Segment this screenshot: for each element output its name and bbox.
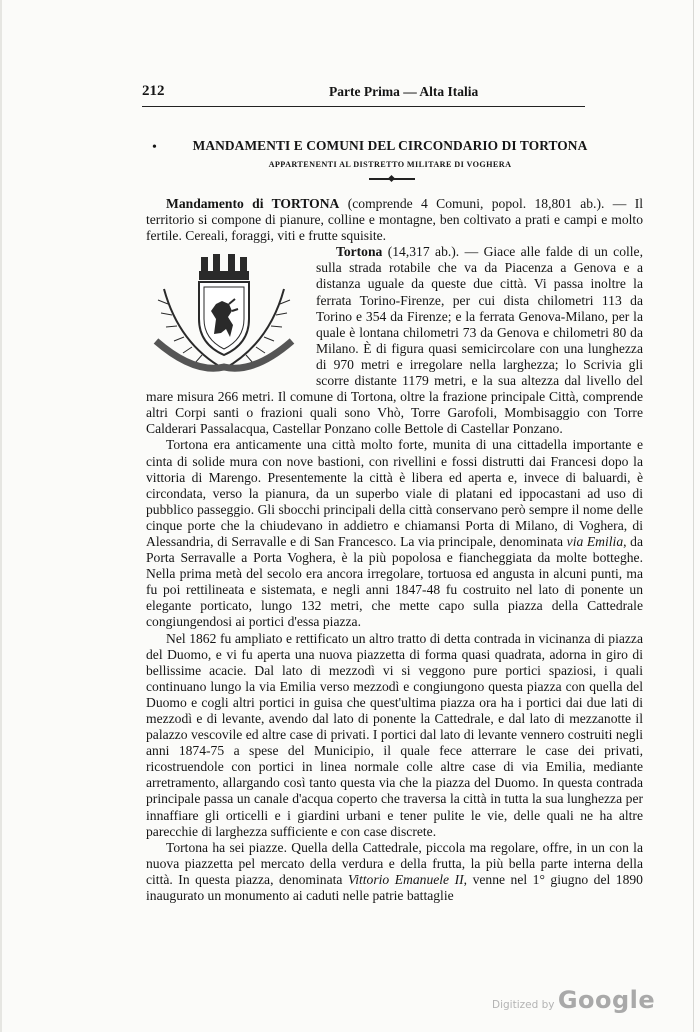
scan-edge-left (0, 0, 2, 1032)
paragraph-piazze (146, 840, 643, 904)
tortona-heading: Tortona (336, 244, 383, 260)
tortona-text: (14,317 ab.). — Giace alle falde di un colle, sulla strada rotabile che va da Piacenza a Genova e a distanza uguale da queste due città. Vi passa inoltre la ferrata Torino-Firenze, per cui dista chilometri 113 da Torino e 354 da Firenze; e la ferrata Genova-Milano, per la quale è lontana chilometri 73 da Genova e chilometri 80 da Milano. È di figura quasi semicircolare con una lunghezza di 970 metri e irregolare nella larghezza; lo Scrivia gli scorre distante 1179 metri, e la sua altezza dal livello del mare misura 266 metri. Il comune di Tortona, oltre la frazione principale Città, comprende altri Corpi santi o frazioni quali sono Vhò, Torre Garofoli, Mombisaggio con Torre Calderari Passalacqua, Castellar Ponzano colle Bettole di Castellar Ponzano. (146, 244, 643, 437)
section-bullet: • (152, 140, 157, 155)
running-title: Parte Prima — Alta Italia (329, 84, 479, 99)
tortona-coat-of-arms-icon (144, 249, 304, 382)
via-emilia-italic: via Emilia (566, 533, 624, 549)
digitized-by-label: Digitized by (492, 999, 558, 1011)
body-text (146, 196, 643, 904)
mandamento-heading: Mandamento di TORTONA (166, 196, 340, 211)
page-header (142, 83, 585, 107)
title-ornament (369, 178, 415, 180)
history-text-b: , da Porta Serravalle a Porta Voghera, è la più popolosa e fiancheggiata da molte botteghe. Nella prima metà del secolo era ancora irregolare, tortuosa ed angusta in alcuni punti, ma fu poi rettilineata e sistemata, e negli anni 1847-48 fu costruito nel lato di ponente un elegante porticato, lungo 132 metri, che mette capo sulla piazza della Cattedrale congiungendosi ai portici d'essa piazza. (146, 533, 643, 630)
digitized-by-google-watermark (492, 986, 655, 1014)
page-number: 212 (142, 83, 165, 99)
scan-edge-right (693, 0, 694, 1032)
piazze-text-b: , venne nel 1° giugno del 1890 inaugurato un monumento ai caduti nelle patrie battaglie (146, 871, 643, 904)
paragraph-mandamento (146, 196, 643, 244)
paragraph-1862: Nel 1862 fu ampliato e rettificato un altro tratto di detta contrada in vicinanza di piazza del Duomo, e vi fu aperta una nuova piazzetta di forma quasi quadrata, adorna in giro di bellissime acacie. Dal lato di mezzodì vi si veggono pure portici spaziosi, i quali continuano lungo la via Emilia verso mezzodì e congiungono questa piazza con quella del Duomo e cogli altri portici in guisa che quest'ultima piazza ora ha i portici dai due lati di mezzodì e di levante, avendo dal lato di ponente la Cattedrale, e dal lato di mezzanotte il palazzo vescovile ed altre case di privati. I portici dal lato di levante vennero costruiti negli anni 1874-75 a spese del Municipio, il quale fece atterrare le case dei privati, ricostruendole con portici in linea normale colle altre case di via Emilia, mediante arretramento, allargando così tanto questa via che la piazza del Duomo. In questa contrada principale passa un canale d'acqua coperto che traversa la città in tutta la sua lunghezza per innaffiare gli orticelli e i giardini urbani e tener pulite le vie, delle quali ne ha altre parecchie di larghezza sufficiente e con case discrete. (146, 630, 643, 839)
mandamento-text: (comprende 4 Comuni, popol. 18,801 ab.). — Il territorio si compone di pianure, colline e montagne, ben coltivato a prati e campi e molto fertile. Cereali, foraggi, viti e frutte squisite. (146, 196, 644, 244)
google-logo: Google (557, 986, 656, 1014)
vittorio-emanuele-italic: Vittorio Emanuele II (347, 871, 464, 887)
history-text-a: Tortona era anticamente una città molto forte, munita di una cittadella importante e cinta di solide mura con nove bastioni, con rivellini e fossi distrutti dai Francesi dopo la vittoria di Marengo. Presentemente la città è libera ed aperta e, invece di baluardi, è circondata, verso la pianura, da un superbo viale di platani ed ippocastani ad uso di pubblico passeggio. Gli sbocchi principali della città conservano però sempre il nome delle cinque porte che la chiudevano in addietro e chiamansi Porta di Milano, di Voghera, di Alessandria, di Serravalle e di San Francesco. La via principale, denominata (146, 437, 643, 549)
paragraph-history (146, 437, 643, 630)
section-title: MANDAMENTI E COMUNI DEL CIRCONDARIO DI TORTONA (192, 138, 588, 153)
header-rule (142, 106, 585, 107)
section-subtitle: APPARTENENTI AL DISTRETTO MILITARE DI VOGHERA (268, 160, 512, 169)
piazze-text-a: Tortona ha sei piazze. Quella della Cattedrale, piccola ma regolare, offre, in un con la nuova piazzetta pel mercato della verdura e della frutta, la più bella parte interna della città. In questa piazza, denominata (146, 839, 643, 887)
